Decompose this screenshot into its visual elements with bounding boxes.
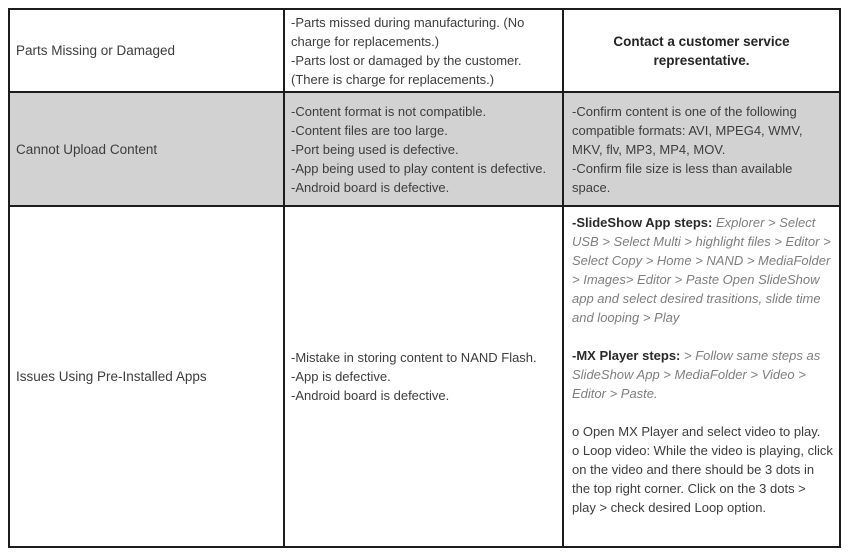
- mx-player-steps-paragraph: [572, 346, 833, 403]
- cause-line: -Content files are too large.: [291, 122, 448, 138]
- issue-cell-preinstalled-apps: [10, 207, 285, 546]
- slideshow-steps-paragraph: [572, 213, 833, 327]
- cause-line: -Parts missed during manufacturing. (No charge for replacements.): [291, 14, 525, 49]
- troubleshooting-table: [8, 8, 841, 548]
- cause-line: -Android board is defective.: [291, 179, 450, 195]
- solution-line: -Confirm content is one of the following compatible formats: AVI, MPEG4, WMV, MKV, flv, MP3, MP4, MOV.: [572, 103, 803, 157]
- cause-line: -Port being used is defective.: [291, 141, 459, 157]
- solution-cell-parts-missing: [564, 10, 839, 93]
- solution-cell-preinstalled-apps: [564, 207, 839, 546]
- slideshow-steps-label: -SlideShow App steps:: [572, 215, 713, 230]
- solution-cell-cannot-upload: [564, 93, 839, 207]
- causes-cell-preinstalled-apps: [285, 207, 564, 546]
- issue-label: Issues Using Pre-Installed Apps: [16, 369, 207, 384]
- loop-video-note: o Loop video: While the video is playing, click on the video and there should be 3 dots in the top right corner. Click on the 3 dots > play > check desired Loop option.: [572, 443, 833, 515]
- cause-line: -Content format is not compatible.: [291, 103, 487, 119]
- cause-line: -App being used to play content is defective.: [291, 160, 547, 176]
- cause-line: -Parts lost or damaged by the customer. (There is charge for replacements.): [291, 52, 522, 87]
- causes-cell-cannot-upload: [285, 93, 564, 207]
- mx-player-steps-label: -MX Player steps:: [572, 348, 681, 363]
- issue-cell-cannot-upload: [10, 93, 285, 207]
- mx-player-steps-text: > Follow same steps as SlideShow App > MediaFolder > Video > Editor > Paste.: [572, 348, 821, 401]
- open-mx-player-note: o Open MX Player and select video to play.: [572, 424, 821, 439]
- cause-line: -App is defective.: [291, 369, 391, 384]
- cause-line: -Mistake in storing content to NAND Flash.: [291, 350, 537, 365]
- solution-line: -Confirm file size is less than available space.: [572, 160, 793, 195]
- issue-label: Parts Missing or Damaged: [16, 43, 176, 58]
- issue-cell-parts-missing: [10, 10, 285, 93]
- issue-label: Cannot Upload Content: [16, 141, 158, 157]
- cause-line: -Android board is defective.: [291, 388, 450, 403]
- solution-text: Contact a customer service representative.: [613, 33, 790, 68]
- slideshow-steps-text: Explorer > Select USB > Select Multi > highlight files > Editor > Select Copy > Home > NAND > MediaFolder > Images> Editor > Paste Open SlideShow app and select desired trasitions, slide time and looping > Play: [572, 215, 831, 325]
- causes-cell-parts-missing: [285, 10, 564, 93]
